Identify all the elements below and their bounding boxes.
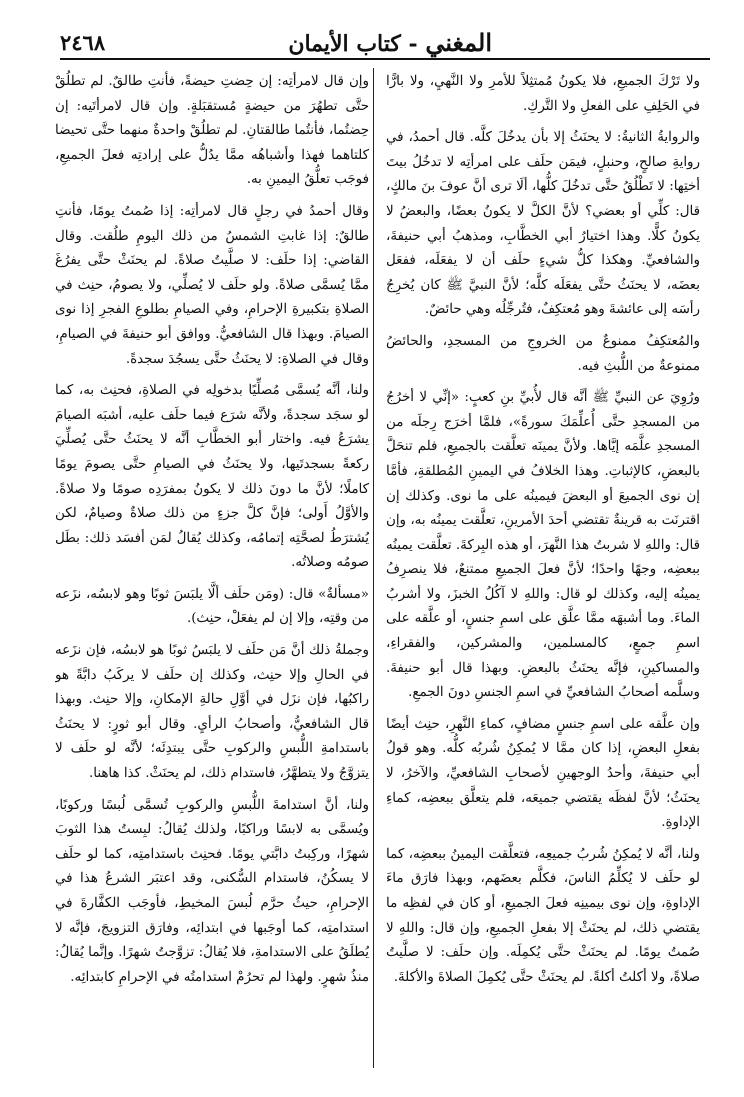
paragraph: «مسألةٌ» قال: (ومَن حلَف ألَّا يلبَسَ ثوبًا وهو لابسُه، نزَعه من وقتِه، وإلا إن لم يفعَلْ، حنِث). bbox=[55, 586, 369, 627]
paragraph: ولنا، أنَّه يُسمَّى مُصلِّيًا بدخولِه في الصلاةِ، فحنِث به، كما لو سجَد سجدةً، ولأنَّه شرَع فيما حلَف عليه، أشبَه الصيامَ يشرَعُ فيه. واختار أبو الخطَّابِ أنَّه لا يحنَثُ حتَّى يُصلِّيَ ركعةً بسجدتَيها، ولا يحنَثُ في الصيامِ حتَّى يصومَ يومًا كاملًا؛ لأنَّ ما دونَ ذلك لا يكونُ بمفرَدِه صومًا ولا صلاةً. والأوَّلُ أَولى؛ فإنَّ كلَّ جزءٍ من ذلك صلاةٌ وصيامٌ، لكن يُشترَطُ لصحَّتِه إتمامُه، وكذلك يُقالُ لمَن أفسَد ذلك: بطَل صومُه وصلاتُه. bbox=[55, 383, 369, 571]
left-column bbox=[55, 70, 369, 1080]
paragraph: ولا تَرْكَ الجميعِ، فلا يكونُ مُمتثِلاً للأمرِ ولا النَّهيِ، ولا بارًّا في الحَلِفِ على الفعلِ ولا التَّركِ. bbox=[386, 74, 700, 114]
running-title bbox=[288, 28, 492, 57]
paragraph: والروايةُ الثانيةُ: لا يحنَثُ إلا بأن يدخُلَ كلَّه. قال أحمدُ، في روايةِ صالحٍ، وحنبلٍ، فيمَن حلَف على امرأتِه لا تدخُلُ بيتَ أختِها: لا تَطْلُقُ حتَّى تدخُلَ كلُّها، ألَا ترى أنَّ عوفَ بنَ مالكٍ، قال: كلِّي أو بعضي؟ لأنَّ الكلَّ لا يكونُ بعضًا، والبعضُ لا يكونُ كلًّا. وهذا اختيارُ أبي الخطَّابِ، ومذهبُ أبي حنيفةَ، والشافعيِّ. وهكذا كلُّ شيءٍ حلَف أن لا يفعَلَه، ففعَل بعضَه، لا يحنَثُ حتَّى يفعَلَه كلَّه؛ لأنَّ النبيَّ ﷺ كان يُخرِجُ رأسَه إلى عائشةَ وهو مُعتكِفٌ، فتُرجِّلُه وهي حائضٌ. bbox=[386, 130, 700, 318]
paragraph: وإن علَّقه على اسمِ جنسٍ مضافٍ، كماءِ النَّهرِ، حنِث أيضًا بفعلِ البعضِ، إذا كان ممَّا لا يُمكِنُ شُربُه كلُّه. وهو قولُ أبي حنيفةَ، وأحدُ الوجهينِ لأصحابِ الشافعيِّ، والآخرُ، لا يحنَثُ؛ لأنَّ لفظَه يقتضي جميعَه، فلم يتعلَّق ببعضِه، كماءِ الإداوةِ. bbox=[386, 716, 700, 831]
book-name: المغني bbox=[425, 28, 492, 57]
paragraph: ورُوِيَ عن النبيِّ ﷺ أنَّه قال لأُبيِّ بنِ كعبٍ: «إنِّي لا أخرُجُ من المسجدِ حتَّى أُعلِّمَكَ سورةً»، فلمَّا أخرَج رِجلَه من المسجدِ علَّمَه إيَّاها. ولأنَّ يمينَه تعلَّقت بالجميعِ، فلم تنحَلَّ بالبعضِ، كالإثباتِ. وهذا الخلافُ في اليمينِ المُطلقةِ، فأمَّا إن نوى الجميعَ أو البعضَ فيمينُه على ما نوى. وكذلك إن اقترنَت به قرينةٌ تقتضي أحدَ الأمرينِ، تعلَّقت يمينُه به، وإن قال: واللهِ لا شربتُ هذا النَّهرَ، أو هذه البِركةَ. تعلَّقت يمينُه ببعضِه، وجهًا واحدًا؛ لأنَّ فعلَ الجميعِ ممتنعٌ، فلا ينصرِفُ يمينُه إليه، وكذلك لو قال: واللهِ لا آكُلُ الخبزَ، ولا أشربُ الماءَ. وما أشبهَه ممَّا علَّق على اسمِ جنسٍ، أو علَّقه على اسمِ جمعٍ، كالمسلمين، والمشركين، والفقراءِ، والمساكينِ، فإنَّه يحنَثُ بالبعضِ. وبهذا قال أبو حنيفةَ. وسلَّمه أصحابُ الشافعيِّ في اسمِ الجنسِ دونَ الجمعِ. bbox=[386, 390, 700, 701]
paragraph: ولنا، أنَّ استدامةَ اللُّبسِ والركوبِ تُسمَّى لُبسًا وركوبًا، ويُسمَّى به لابسًا وراكبًا، ولذلك يُقالُ: لبِستُ هذا الثوبَ شهرًا، وركِبتُ دابَّتي يومًا. فحنِث باستدامتِه، كما لو حلَف لا يسكُنُ، فاستدام السُّكنى، وقد اعتبَر الشرعُ هذا في الإحرامِ، حيثُ حرَّم لُبسَ المخيطِ، فأوجَب الكفَّارةَ في استدامتِه، كما أوجَبها في ابتدائِه، وفارَق التزويجَ، فإنَّه لا يُطلَقُ على الاستدامةِ، فلا يُقالُ: تزوَّجتُ شهرًا. وإنَّما يُقالُ: منذُ شهرٍ. ولهذا لم تحرُمْ استدامتُه في الإحرامِ كابتدائِه. bbox=[55, 797, 369, 985]
chapter-name: كتاب الأيمان bbox=[288, 31, 401, 57]
title-separator: - bbox=[400, 31, 426, 57]
paragraph: ولنا، أنَّه لا يُمكِنُ شُربُ جميعِه، فتعلَّقت اليمينُ ببعضِه، كما لو حلَف لا يُكلِّمُ الناسَ، فكلَّم بعضَهم، وبهذا فارَق ماءَ الإداوةِ، وإن نوى بيمينِه فعلَ الجميعِ، أو كان في لفظِه ما يقتضي ذلك، لم يحنَثْ إلا بفعلِ الجميعِ، وإن قال: واللهِ لا صُمتُ يومًا. لم يحنَثْ حتَّى يُكمِلَه. وإن حلَف: لا صلَّيتُ صلاةً، ولا أكلتُ أكلةً. لم يحنَثْ حتَّى يُكمِلَ الصلاةَ والأكلةَ. bbox=[386, 846, 700, 985]
paragraph: وجملةُ ذلك أنَّ مَن حلَف لا يلبَسُ ثوبًا هو لابسُه، فإن نزَعه في الحالِ وإلا حنِث، وكذلك إن حلَف لا يركَبُ دابَّةً هو راكبُها، فإن نزَل في أوَّلِ حالةِ الإمكانِ، وإلا حنِث. وبهذا قال الشافعيُّ، وأصحابُ الرأيِ. وقال أبو ثورٍ: لا يحنَثُ باستدامةِ اللُّبسِ والركوبِ حتَّى يبتدِئَه؛ لأنَّه لو حلَف لا يتزوَّجُ ولا يتطهَّرُ، فاستدام ذلك، لم يحنَثْ. كذا هاهنا. bbox=[55, 643, 369, 782]
page-number: ٢٤٦٨ bbox=[60, 30, 106, 55]
paragraph: والمُعتكِفُ ممنوعٌ من الخروجِ من المسجدِ، والحائضُ ممنوعةٌ من اللُّبثِ فيه. bbox=[386, 333, 700, 374]
page-header bbox=[60, 28, 710, 60]
paragraph: وإن قال لامرأتِه: إن حِضتِ حيضةً، فأنتِ طالقٌ. لم تطلُقْ حتَّى تطهُرَ من حيضةٍ مُستقبَلةٍ. وإن قال لامرأتَيه: إن حِضتُما، فأنتُما طالقتانِ. لم تطلُقْ واحدةٌ منهما حتَّى تحيضا كلتاهما فهذا وأشباهُه ممَّا يدُلُّ على إرادتِه فعلَ الجميعِ، فوجَب تعلُّقُ اليمينِ به. bbox=[55, 74, 369, 188]
right-column bbox=[386, 70, 700, 1080]
paragraph: وقال أحمدُ في رجلٍ قال لامرأتِه: إذا صُمتُ يومًا، فأنتِ طالقٌ: إذا غابتِ الشمسُ من ذلك اليومِ طلُقت. وقال القاضي: إذا حلَف: لا صلَّيتُ صلاةً. لم يحنَثْ حتَّى يفرُغَ ممَّا يُسمَّى صلاةً. ولو حلَف لا يُصلِّي، ولا يصومُ، حنِث في الصلاةِ بتكبيرةِ الإحرامِ، وفي الصيامِ بطلوعِ الفجرِ إذا نوى الصيامَ. وبهذا قال الشافعيُّ. ووافق أبو حنيفةَ في الصيامِ، وقال في الصلاةِ: لا يحنَثُ حتَّى يسجُدَ سجدةً. bbox=[55, 203, 369, 367]
column-divider bbox=[373, 68, 374, 1068]
